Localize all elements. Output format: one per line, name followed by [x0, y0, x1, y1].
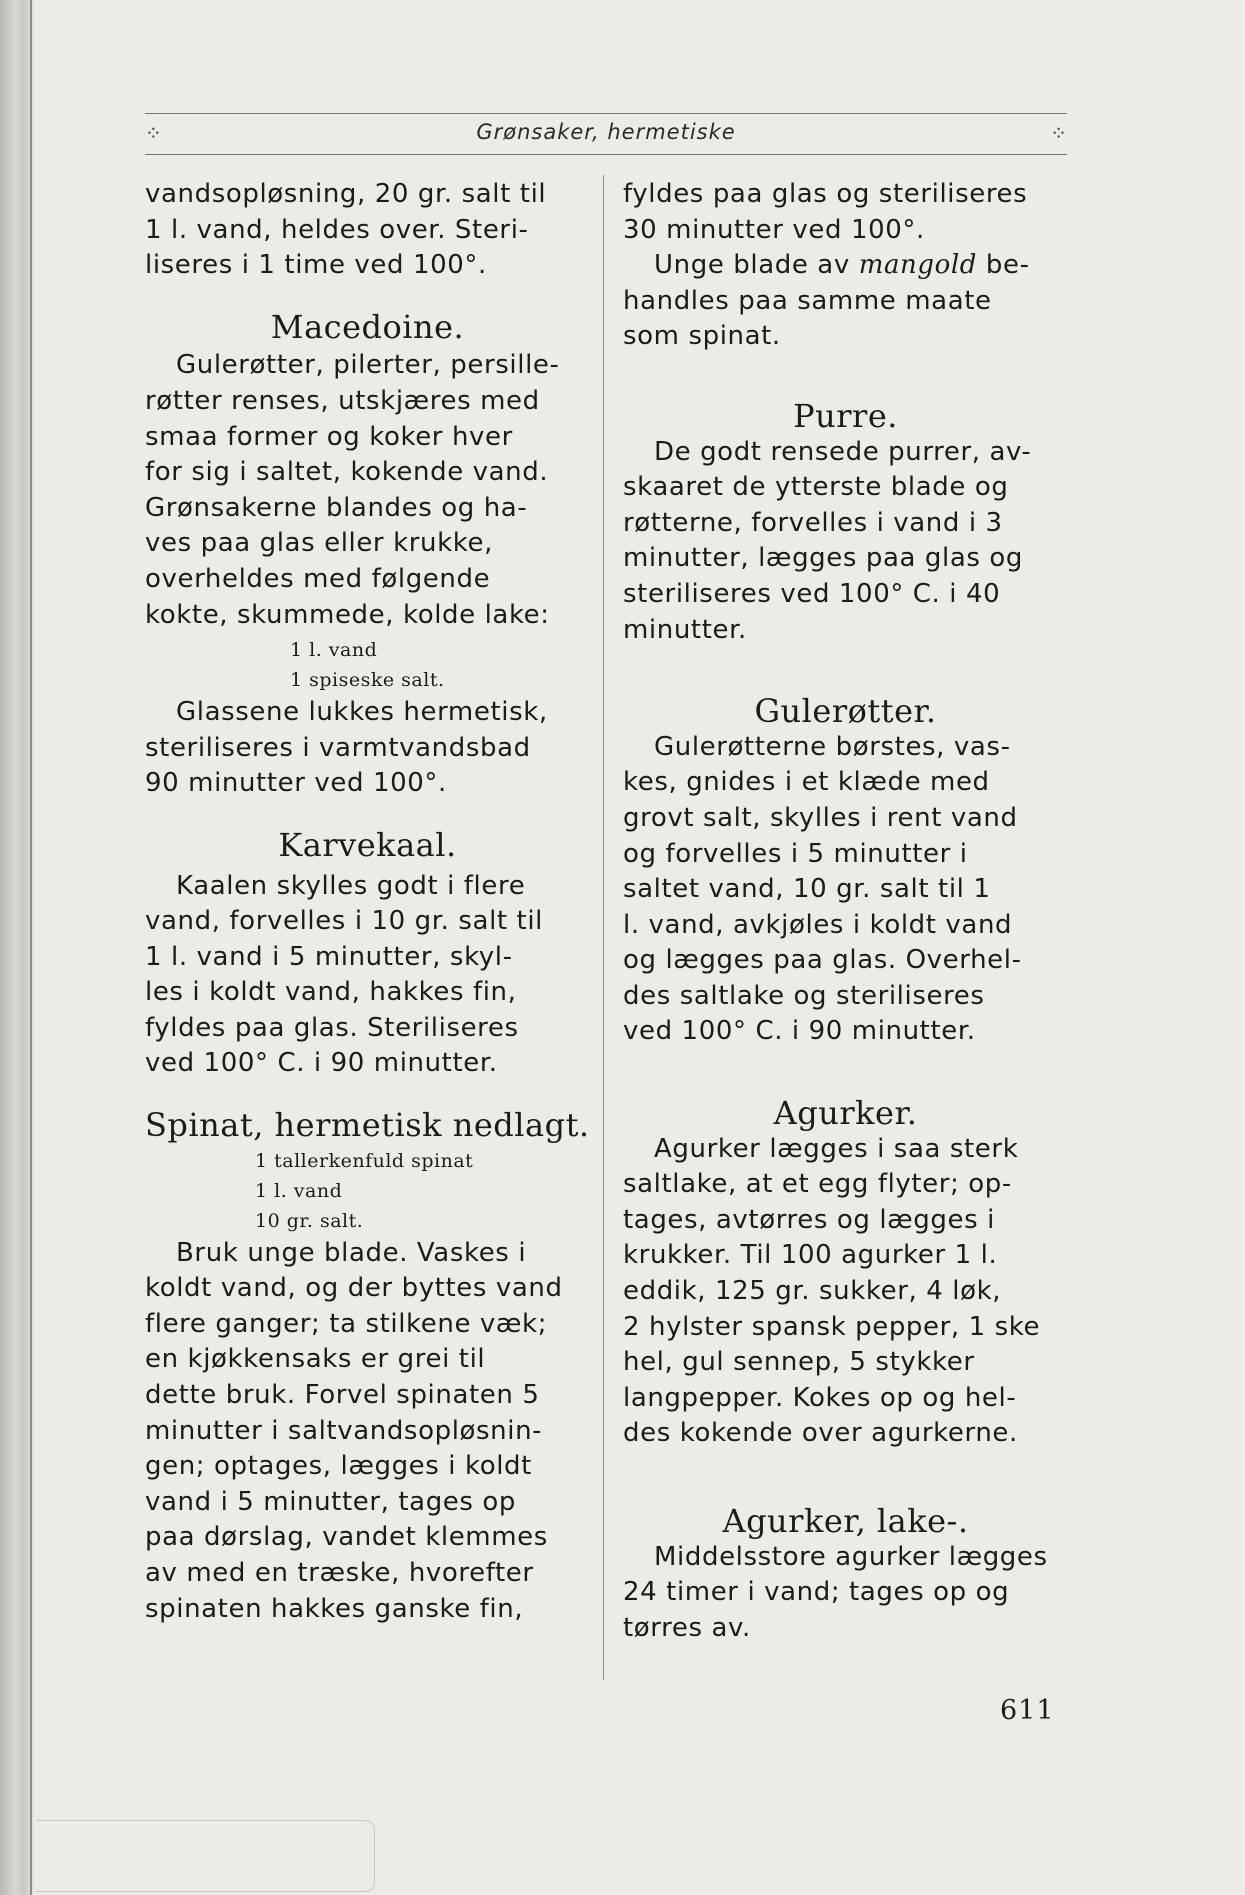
text-line: av med en træske, hvorefter: [145, 1558, 534, 1588]
text-line: kokte, skummede, kolde lake:: [145, 599, 550, 630]
ingredient: 1 spiseske salt.: [290, 669, 445, 692]
running-header: [145, 113, 1067, 155]
text-line: Agurker lægges i saa sterk: [654, 1133, 1019, 1164]
plant-name: mangold: [858, 250, 978, 281]
text-line: Middelsstore agurker lægges: [654, 1541, 1048, 1572]
heading-macedoine: Macedoine.: [270, 307, 465, 346]
text-line: vand, forvelles i 10 gr. salt til: [145, 906, 543, 937]
text-line: les i koldt vand, hakkes fin,: [145, 977, 517, 1008]
text-line: eddik, 125 gr. sukker, 4 løk,: [623, 1276, 1002, 1307]
paragraph-spinat: [145, 1236, 590, 1628]
text-line: vand i 5 minutter, tages op: [145, 1486, 517, 1517]
book-spine-shadow: [0, 0, 34, 1895]
text-line: 1 l. vand, heldes over. Steri-: [145, 214, 529, 245]
text-line: minutter.: [623, 614, 747, 645]
text-line: Kaalen skylles godt i flere: [176, 870, 526, 901]
text-line: tørres av.: [623, 1612, 751, 1643]
text-line: for sig i saltet, kokende vand.: [145, 457, 549, 488]
text-line: [623, 248, 1068, 284]
ingredient: 1 l. vand: [290, 639, 378, 662]
text-fragment: be-: [977, 250, 1030, 281]
text-line: ves paa glas eller krukke,: [145, 528, 493, 559]
text-line: røtterne, forvelles i vand i 3: [623, 507, 1003, 538]
paragraph-agurker-lake: [623, 1540, 1068, 1647]
text-line: kes, gnides i et klæde med: [623, 767, 990, 798]
text-line: Gulerøtter, pilerter, persille-: [176, 350, 560, 381]
text-line: Gulerøtterne børstes, vas-: [654, 731, 1011, 762]
text-line: Grønsakerne blandes og ha-: [145, 492, 528, 523]
heading-purre: Purre.: [793, 396, 898, 435]
paragraph-intro-right: [623, 177, 1068, 248]
text-line: tages, avtørres og lægges i: [623, 1204, 995, 1235]
text-line: en kjøkkensaks er grei til: [145, 1344, 486, 1375]
text-line: gen; optages, lægges i koldt: [145, 1451, 532, 1482]
paragraph-agurker: [623, 1132, 1068, 1452]
paragraph-karvekaal: [145, 869, 590, 1083]
text-line: fyldes paa glas og steriliseres: [623, 179, 1028, 209]
text-line: vandsopløsning, 20 gr. salt til: [145, 179, 547, 209]
text-line: overheldes med følgende: [145, 563, 491, 594]
paragraph-macedoine-2: [145, 695, 590, 802]
heading-karvekaal: Karvekaal.: [278, 825, 457, 864]
text-line: spinaten hakkes ganske fin,: [145, 1593, 524, 1624]
heading-gulerotter: Gulerøtter.: [754, 692, 937, 731]
paragraph-purre: [623, 435, 1068, 649]
text-line: fyldes paa glas. Steriliseres: [145, 1012, 519, 1043]
ingredient-list-macedoine: [145, 635, 590, 695]
text-line: minutter, lægges paa glas og: [623, 543, 1023, 574]
text-line: hel, gul sennep, 5 stykker: [623, 1347, 975, 1378]
text-line: 24 timer i vand; tages op og: [623, 1577, 1010, 1608]
text-line: liseres i 1 time ved 100°.: [145, 250, 487, 281]
left-column: [145, 177, 590, 1627]
text-line: des kokende over agurkerne.: [623, 1418, 1018, 1449]
text-line: De godt rensede purrer, av-: [654, 436, 1032, 467]
page-number: 611: [1000, 1695, 1055, 1726]
text-line: Bruk unge blade. Vaskes i: [176, 1237, 527, 1268]
text-line: røtter renses, utskjæres med: [145, 385, 540, 416]
text-line: steriliseres i varmtvandsbad: [145, 732, 531, 763]
paragraph-gulerotter: [623, 730, 1068, 1050]
ingredient: 1 tallerkenfuld spinat: [255, 1149, 474, 1172]
text-line: minutter i saltvandsopløsnin-: [145, 1415, 543, 1446]
text-line: smaa former og koker hver: [145, 421, 513, 452]
text-line: grovt salt, skylles i rent vand: [623, 802, 1018, 833]
ornament-left-icon: ⁘: [145, 121, 162, 145]
paragraph-intro-left: [145, 177, 590, 284]
text-line: koldt vand, og der byttes vand: [145, 1273, 563, 1304]
text-line: skaaret de ytterste blade og: [623, 472, 1009, 503]
text-line: flere ganger; ta stilkene væk;: [145, 1308, 548, 1339]
paragraph-mangold: [623, 248, 1068, 355]
text-line: 2 hylster spansk pepper, 1 ske: [623, 1311, 1041, 1342]
text-line: Glassene lukkes hermetisk,: [176, 697, 548, 728]
heading-spinat: Spinat, hermetisk nedlagt.: [145, 1106, 590, 1145]
text-fragment: Unge blade av: [654, 250, 859, 281]
text-line: som spinat.: [623, 321, 781, 352]
gutter-line: [30, 0, 32, 1895]
text-line: saltlake, at et egg flyter; op-: [623, 1169, 1012, 1200]
paragraph-macedoine: [145, 348, 590, 633]
text-line: krukker. Til 100 agurker 1 l.: [623, 1240, 998, 1271]
text-line: des saltlake og steriliseres: [623, 980, 985, 1011]
text-line: steriliseres ved 100° C. i 40: [623, 578, 1001, 609]
text-line: handles paa samme maate: [623, 285, 992, 316]
heading-agurker: Agurker.: [773, 1094, 918, 1133]
heading-agurker-lake: Agurker, lake-.: [722, 1502, 969, 1540]
text-line: 30 minutter ved 100°.: [623, 214, 925, 245]
text-line: paa dørslag, vandet klemmes: [145, 1522, 548, 1553]
text-line: langpepper. Kokes op og hel-: [623, 1382, 1017, 1413]
running-title: Grønsaker, hermetiske: [476, 120, 736, 144]
text-line: l. vand, avkjøles i koldt vand: [623, 909, 1013, 940]
ingredient-list-spinat: [145, 1146, 590, 1236]
text-line: 90 minutter ved 100°.: [145, 768, 447, 799]
text-line: ved 100° C. i 90 minutter.: [623, 1016, 976, 1047]
page-edge-mark: [36, 1820, 375, 1892]
right-column: [623, 177, 1068, 1646]
text-line: saltet vand, 10 gr. salt til 1: [623, 874, 991, 905]
column-divider: [603, 175, 604, 1680]
ornament-right-icon: ⁘: [1050, 121, 1067, 145]
text-line: 1 l. vand i 5 minutter, skyl-: [145, 941, 513, 972]
ingredient: 10 gr. salt.: [255, 1209, 364, 1232]
text-line: dette bruk. Forvel spinaten 5: [145, 1380, 540, 1411]
text-line: og lægges paa glas. Overhel-: [623, 945, 1022, 976]
text-line: og forvelles i 5 minutter i: [623, 838, 968, 869]
ingredient: 1 l. vand: [255, 1179, 343, 1202]
text-line: ved 100° C. i 90 minutter.: [145, 1048, 498, 1079]
